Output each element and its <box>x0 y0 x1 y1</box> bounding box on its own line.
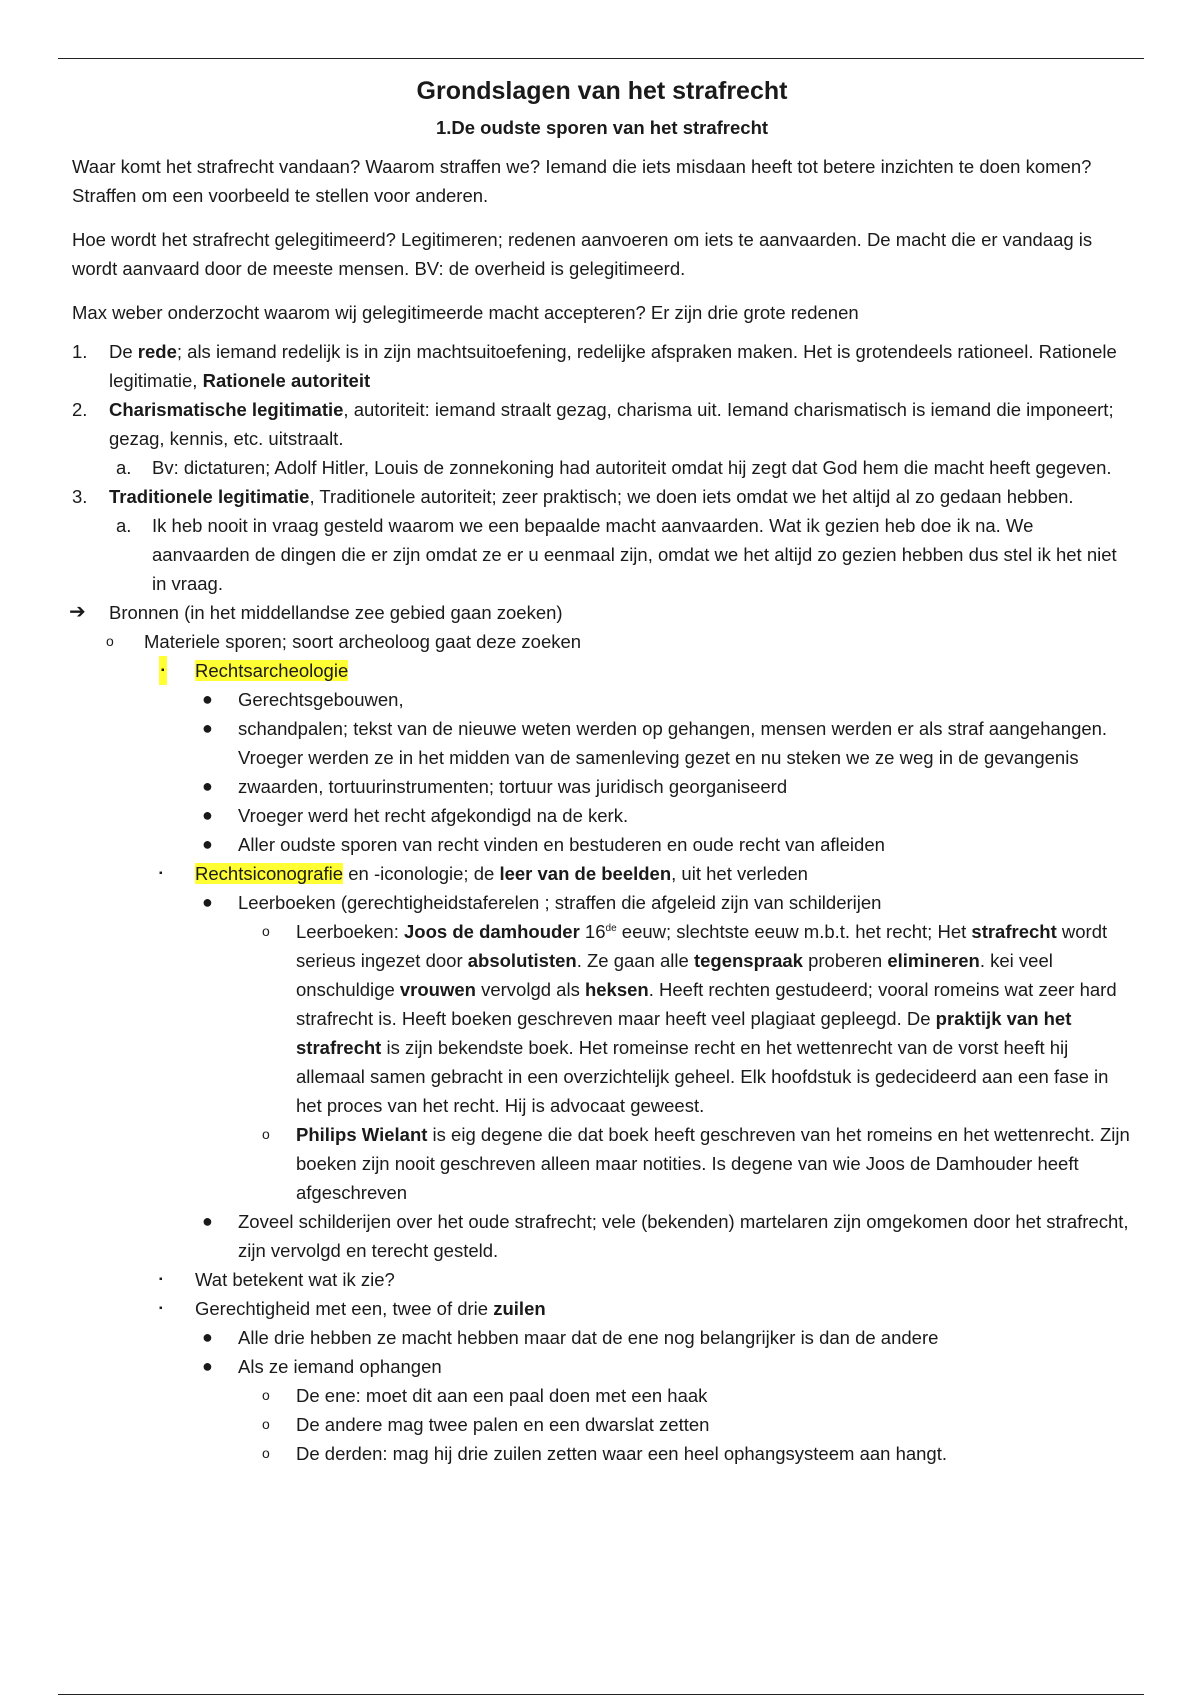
list-number: 3. <box>72 486 88 507</box>
list-item: ● zwaarden, tortuurinstrumenten; tortuur was juridisch georganiseerd <box>72 772 1132 801</box>
paragraph-2: Hoe wordt het strafrecht gelegitimeerd? Legitimeren; redenen aanvoeren om iets te aanvaarden. De macht die er vandaag is wordt aanvaard door de meeste mensen. BV: de overheid is gelegitimeerd. <box>72 229 1093 279</box>
bronnen-item: ➔ Bronnen (in het middellandse zee gebied gaan zoeken) <box>72 598 1132 627</box>
dot-bullet-icon: ● <box>202 834 213 854</box>
list-item: ● Zoveel schilderijen over het oude strafrecht; vele (bekenden) martelaren zijn omgekomen door het strafrecht, zijn vervolgd en terecht gesteld. <box>72 1207 1132 1265</box>
list-number: 1. <box>72 341 88 362</box>
circle-bullet-icon: o <box>262 1416 270 1432</box>
rechtsiconografie-item: ▪ Rechtsiconografie en -iconologie; de leer van de beelden, uit het verleden <box>72 859 1132 888</box>
dot-bullet-icon: ● <box>202 1327 213 1347</box>
paragraph-1: Waar komt het strafrecht vandaan? Waarom straffen we? Iemand die iets misdaan heeft tot betere inzichten te doen komen? Straffen om een voorbeeld te stellen voor anderen. <box>72 156 1092 206</box>
highlighted-term: Rechtsarcheologie <box>195 660 349 681</box>
list-item-2a: a. Bv: dictaturen; Adolf Hitler, Louis de zonnekoning had autoriteit omdat hij zegt dat God hem die macht heeft gegeven. <box>72 453 1132 482</box>
square-bullet-icon: ▪ <box>159 868 163 879</box>
list-item: ● Vroeger werd het recht afgekondigd na de kerk. <box>72 801 1132 830</box>
rechtsarcheologie-item <box>72 656 1132 685</box>
document-page <box>69 74 1132 1468</box>
dot-bullet-icon: ● <box>202 718 213 738</box>
list-item: o De andere mag twee palen en een dwarslat zetten <box>72 1410 1132 1439</box>
list-item: o De derden: mag hij drie zuilen zetten waar een heel ophangsysteem aan hangt. <box>72 1439 1132 1468</box>
square-bullet-icon: ▪ <box>159 1303 163 1314</box>
list-item: o De ene: moet dit aan een paal doen met een haak <box>72 1381 1132 1410</box>
dot-bullet-icon: ● <box>202 1211 213 1231</box>
list-item: ● Gerechtsgebouwen, <box>72 685 1132 714</box>
circle-bullet-icon: o <box>262 1445 270 1461</box>
circle-bullet-icon: o <box>262 1387 270 1403</box>
paragraph-3: Max weber onderzocht waarom wij gelegitimeerde macht accepteren? Er zijn drie grote redenen <box>72 302 859 323</box>
dot-bullet-icon: ● <box>202 805 213 825</box>
list-item-1: 1. De rede; als iemand redelijk is in zijn machtsuitoefening, redelijke afspraken maken. Het is grotendeels rationeel. Rationele legitimatie, Rationele autoriteit <box>72 337 1132 395</box>
list-item: ● Aller oudste sporen van recht vinden en bestuderen en oude recht van afleiden <box>72 830 1132 859</box>
zuilen-item: ▪ Gerechtigheid met een, twee of drie zuilen <box>72 1294 1132 1323</box>
arrow-bullet-icon: ➔ <box>69 601 86 623</box>
circle-bullet-icon: o <box>262 923 270 939</box>
philips-wielant-item: o Philips Wielant is eig degene die dat boek heeft geschreven van het romeins en het wettenrecht. Zijn boeken zijn nooit geschreven alleen maar notities. Is degene van wie Joos de Damhouder heeft afgeschreven <box>72 1120 1132 1207</box>
circle-bullet-icon: o <box>106 633 114 649</box>
list-item-2: 2. Charismatische legitimatie, autoriteit: iemand straalt gezag, charisma uit. Iemand charismatisch is iemand die imponeert; gezag, kennis, etc. uitstraalt. <box>72 395 1132 453</box>
list-item-3a: a. Ik heb nooit in vraag gesteld waarom we een bepaalde macht aanvaarden. Wat ik gezien heb doe ik na. We aanvaarden de dingen die er zijn omdat ze er u eenmaal zijn, omdat we het altijd zo gezien hebben dus stel ik het niet in vraag. <box>72 511 1132 598</box>
section-heading: 1.De oudste sporen van het strafrecht <box>435 117 769 138</box>
dot-bullet-icon: ● <box>202 892 213 912</box>
list-item: ● Leerboeken (gerechtigheidstaferelen ; straffen die afgeleid zijn van schilderijen <box>72 888 1132 917</box>
square-bullet-icon: ▪ <box>159 1274 163 1285</box>
list-letter: a. <box>116 457 132 478</box>
dot-bullet-icon: ● <box>202 776 213 796</box>
list-number: 2. <box>72 399 88 420</box>
highlighted-term: Rechtsiconografie <box>195 863 344 884</box>
square-bullet-icon: ▪ <box>159 656 167 685</box>
joos-damhouder-item: o Leerboeken: Joos de damhouder 16de eeuw; slechtste eeuw m.b.t. het recht; Het strafrecht wordt serieus ingezet door absolutisten. Ze gaan alle tegenspraak proberen elimineren. kei veel onschuldige vrouwen vervolgd als heksen. Heeft rechten gestudeerd; vooral romeins wat zeer hard strafrecht is. Heeft boeken geschreven maar heeft veel plagiaat gepleegd. De praktijk van het strafrecht is zijn bekendste boek. Het romeinse recht en het wettenrecht van de vorst heeft hij allemaal samen gebracht in een overzichtelijk geheel. Elk hoofdstuk is gedecideerd aan een fase in het proces van het recht. Hij is advocaat geweest. <box>72 917 1132 1120</box>
bottom-rule <box>58 1694 1144 1695</box>
top-rule <box>58 58 1144 59</box>
list-letter: a. <box>116 515 132 536</box>
list-item: ● Alle drie hebben ze macht hebben maar dat de ene nog belangrijker is dan de andere <box>72 1323 1132 1352</box>
dot-bullet-icon: ● <box>202 1356 213 1376</box>
list-item-3: 3. Traditionele legitimatie, Traditionele autoriteit; zeer praktisch; we doen iets omdat we het altijd al zo gedaan hebben. <box>72 482 1132 511</box>
list-item: ● Als ze iemand ophangen <box>72 1352 1132 1381</box>
dot-bullet-icon: ● <box>202 689 213 709</box>
document-title: Grondslagen van het strafrecht <box>416 77 788 105</box>
materiele-sporen-item: o Materiele sporen; soort archeoloog gaat deze zoeken <box>72 627 1132 656</box>
list-item: ● schandpalen; tekst van de nieuwe weten werden op gehangen, mensen werden er als straf aangehangen. Vroeger werden ze in het midden van de samenleving gezet en nu steken we ze weg in de gevangenis <box>72 714 1132 772</box>
circle-bullet-icon: o <box>262 1126 270 1142</box>
wat-betekent-item: ▪ Wat betekent wat ik zie? <box>72 1265 1132 1294</box>
